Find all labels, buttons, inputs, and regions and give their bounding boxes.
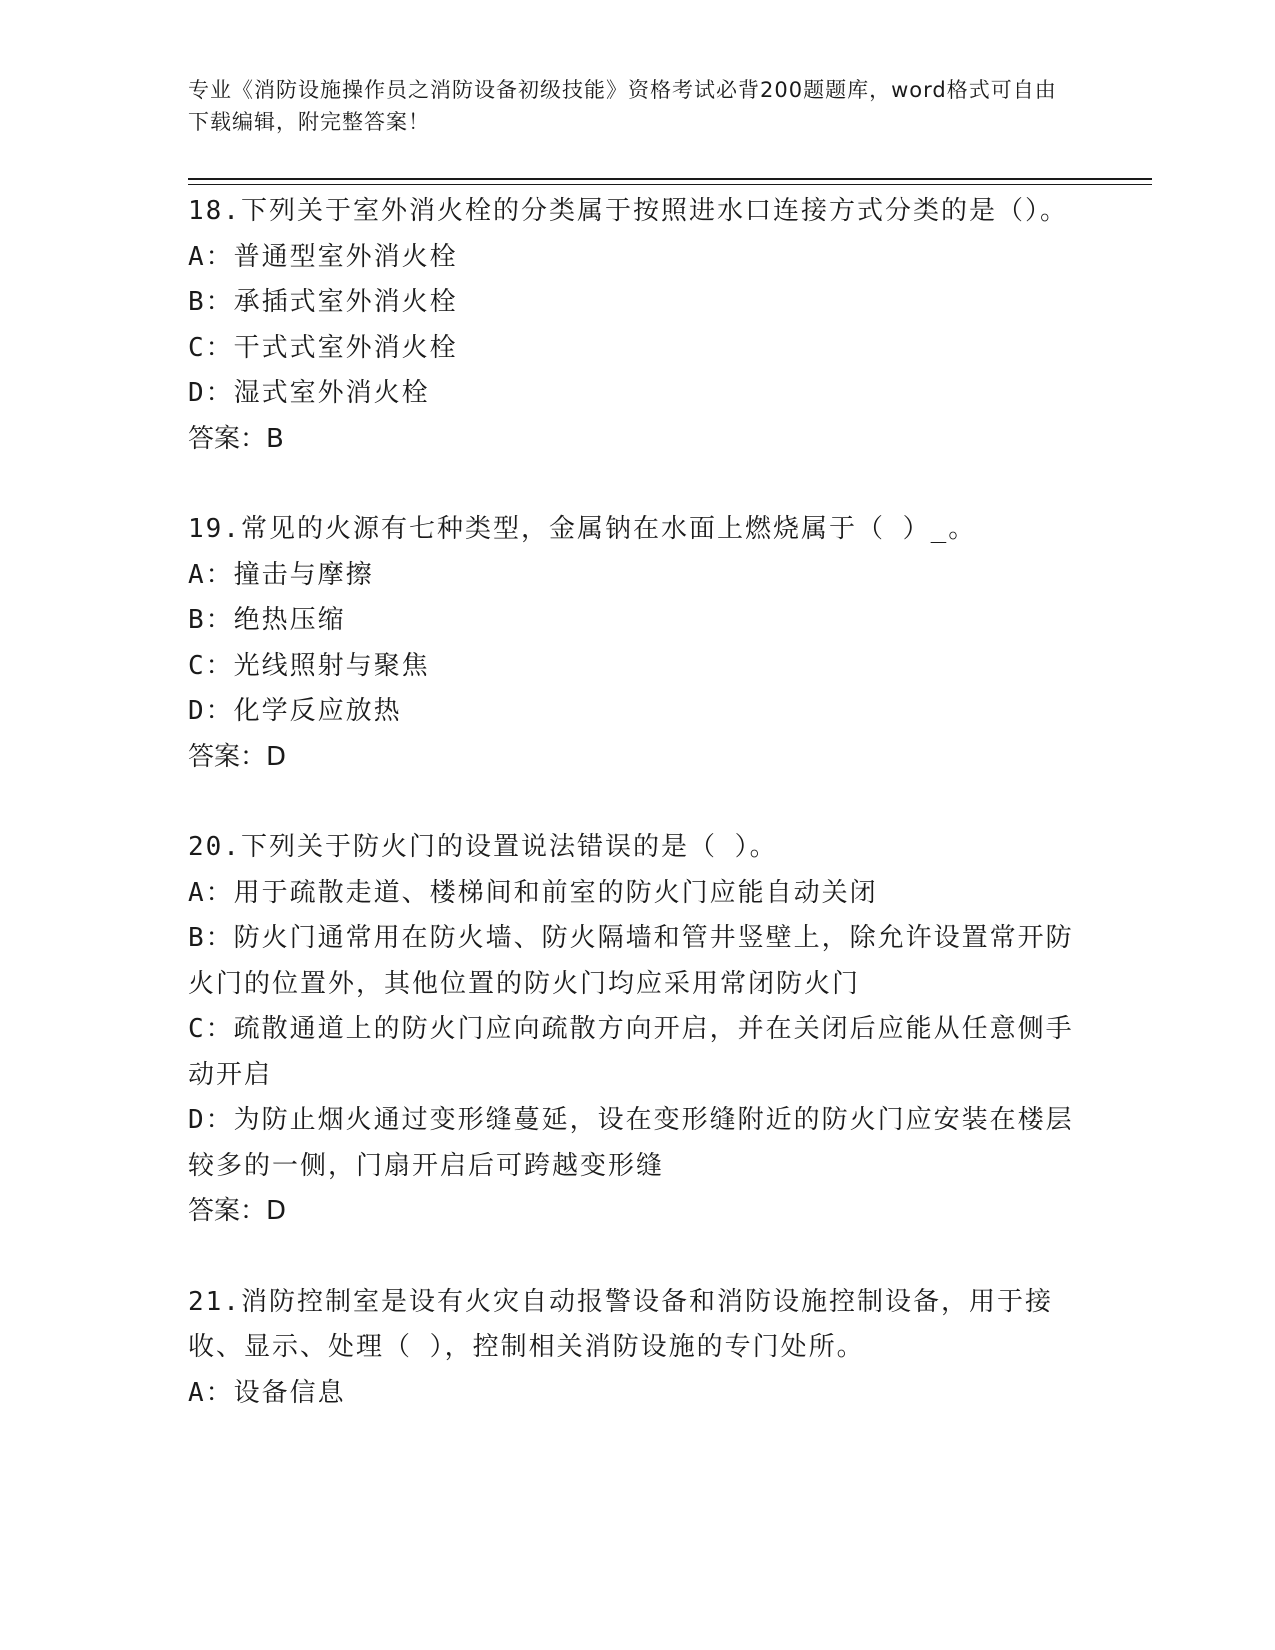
answer-label: 答案： xyxy=(188,423,267,454)
answer-label: 答案： xyxy=(188,1196,267,1226)
answer-line xyxy=(188,1189,1088,1235)
option-a: A：撞击与摩擦 xyxy=(188,559,374,590)
question-text: 18.下列关于室外消火栓的分类属于按照进水口连接方式分类的是（）。 xyxy=(188,196,1068,226)
answer-value: D xyxy=(266,1196,287,1226)
document-header xyxy=(188,74,1068,138)
header-divider-thick xyxy=(188,178,1152,180)
option-b: B：防火门通常用在防火墙、防火隔墙和管井竖壁上，除允许设置常开防火门的位置外，其他位置的防火门均应采用常闭防火门 xyxy=(188,923,1074,999)
option-b: B：承插式室外消火栓 xyxy=(188,287,458,317)
option-a: A：设备信息 xyxy=(188,1377,346,1408)
question-list xyxy=(188,189,1088,1461)
option-c: C：疏散通道上的防火门应向疏散方向开启，并在关闭后应能从任意侧手动开启 xyxy=(188,1014,1074,1090)
answer-value: D xyxy=(266,741,287,772)
answer-label: 答案： xyxy=(188,741,267,772)
question-text: 20.下列关于防火门的设置说法错误的是（ ）。 xyxy=(188,832,778,862)
question-text: 19.常见的火源有七种类型，金属钠在水面上燃烧属于（ ）_。 xyxy=(188,514,977,544)
option-a: A：普通型室外消火栓 xyxy=(188,241,458,272)
option-a: A：用于疏散走道、楼梯间和前室的防火门应能自动关闭 xyxy=(188,877,878,908)
answer-line xyxy=(188,417,1088,463)
question-18 xyxy=(188,189,1088,462)
question-text: 21.消防控制室是设有火灾自动报警设备和消防设施控制设备，用于接收、显示、处理（ ），控制相关消防设施的专门处所。 xyxy=(188,1286,1053,1362)
header-divider-thin xyxy=(188,184,1152,185)
question-19 xyxy=(188,507,1088,780)
question-20 xyxy=(188,825,1088,1235)
option-d: D：湿式室外消火栓 xyxy=(188,378,430,408)
answer-value: B xyxy=(266,423,284,454)
option-d: D：为防止烟火通过变形缝蔓延，设在变形缝附近的防火门应安装在楼层较多的一侧，门扇开启后可跨越变形缝 xyxy=(188,1105,1074,1181)
answer-line xyxy=(188,735,1088,781)
option-d: D：化学反应放热 xyxy=(188,696,402,726)
header-title: 专业《消防设施操作员之消防设备初级技能》资格考试必背200题题库，word格式可自由下载编辑，附完整答案！ xyxy=(188,78,1057,134)
option-b: B：绝热压缩 xyxy=(188,605,346,635)
question-21 xyxy=(188,1280,1088,1417)
option-c: C：光线照射与聚焦 xyxy=(188,650,430,681)
option-c: C：干式式室外消火栓 xyxy=(188,332,458,363)
